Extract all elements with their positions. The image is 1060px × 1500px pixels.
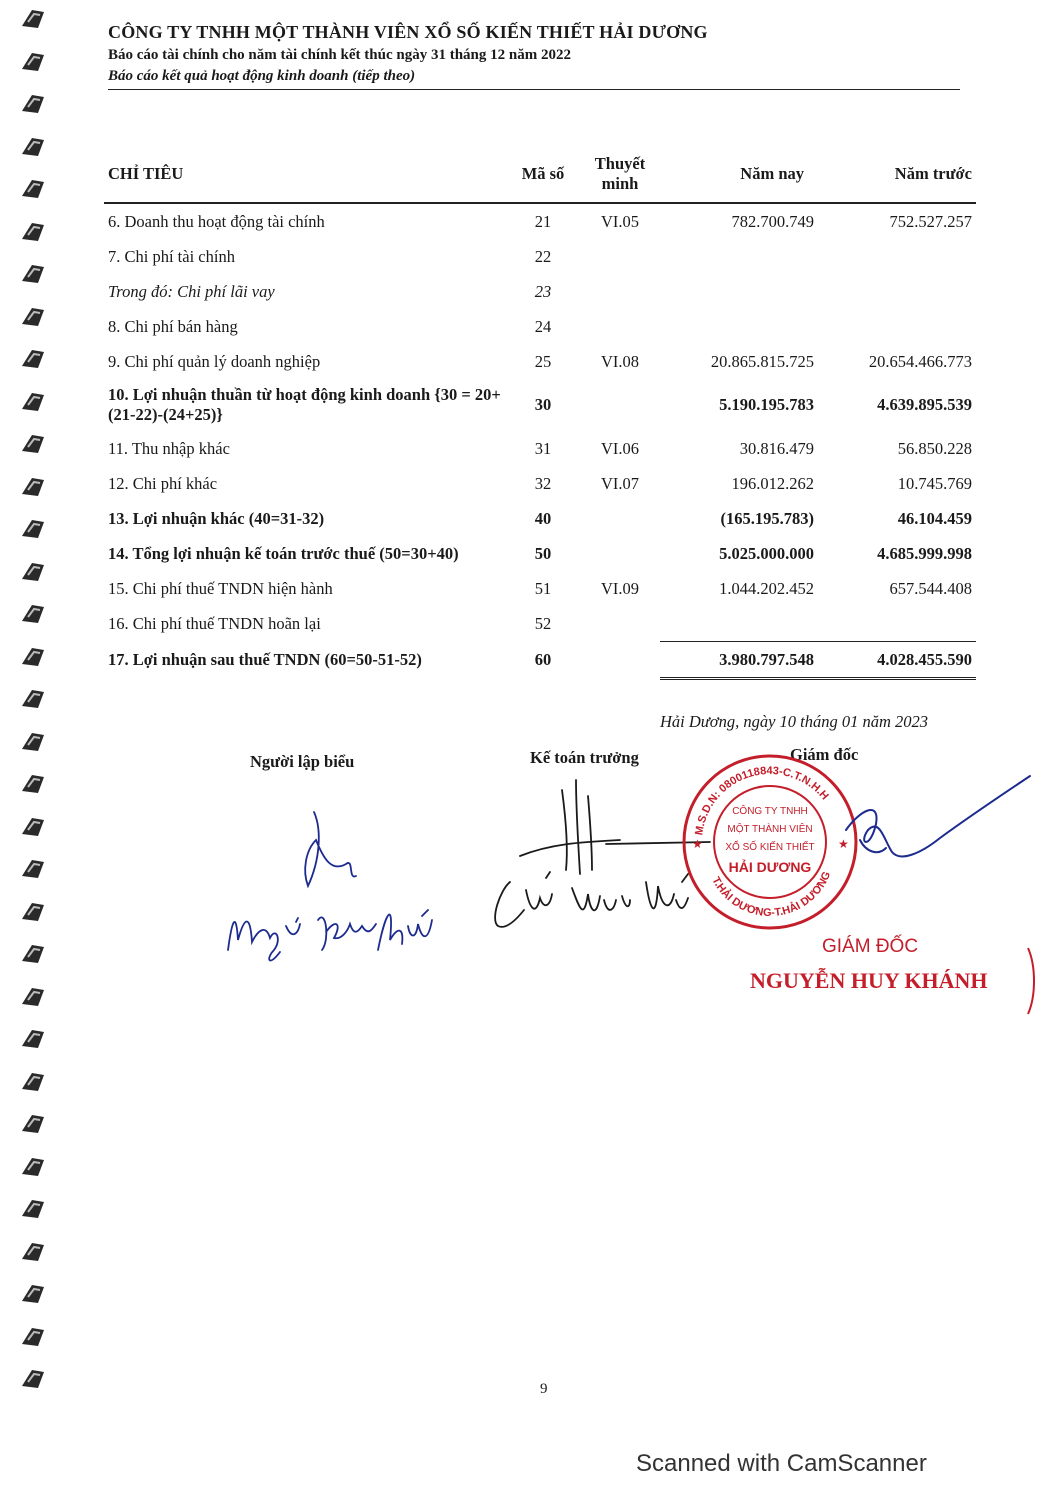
row-current-year: 5.190.195.783 [719,395,814,414]
row-code: 22 [534,246,552,266]
row-label: 15. Chi phí thuế TNDN hiện hành [108,578,333,598]
director-stamp-title: GIÁM ĐỐC [822,936,919,957]
row-prior-year [818,309,976,344]
col-header-note [580,150,660,203]
row-label: 11. Thu nhập khác [108,438,230,458]
row-code: 31 [534,438,552,458]
row-note [580,309,660,344]
col-header-note-text: Thuyết minh [594,154,646,193]
row-prior-year [818,274,976,309]
col-header-prior: Năm trước [818,150,976,203]
binding-coil-icon [20,433,46,455]
row-note: VI.09 [600,578,640,598]
row-current-year [660,606,818,642]
row-note [580,379,660,431]
binding-coil-icon [20,306,46,328]
row-code: 21 [534,211,552,231]
binding-coil-icon [20,646,46,668]
stamp-line-2: MỘT THÀNH VIÊN [727,824,813,835]
table-row [104,344,976,379]
col-header-current: Năm nay [660,150,818,203]
row-label: 12. Chi phí khác [108,473,218,493]
table-row [104,239,976,274]
table-row [104,274,976,309]
binding-coil-icon [20,263,46,285]
row-current-year: 5.025.000.000 [719,543,814,563]
row-current-year: (165.195.783) [720,508,814,528]
row-current-year [660,239,818,274]
row-prior-year [818,606,976,642]
row-prior-year: 752.527.257 [889,211,972,231]
row-current-year: 30.816.479 [739,438,814,458]
binding-coil-icon [20,476,46,498]
stamp-line-4: HẢI DƯƠNG [728,859,812,875]
row-label: 16. Chi phí thuế TNDN hoãn lại [108,613,321,633]
binding-coil-icon [20,1198,46,1220]
row-label: 10. Lợi nhuận thuần từ hoạt động kinh doanh {30 = 20+(21-22)-(24+25)} [108,385,501,424]
row-prior-year [818,239,976,274]
row-current-year: 3.980.797.548 [660,642,818,679]
row-note [580,501,660,536]
row-note [580,606,660,642]
stamp-star-right-icon: ★ [838,837,849,851]
row-label: 14. Tổng lợi nhuận kế toán trước thuế (50=30+40) [108,543,459,563]
company-stamp [680,752,860,932]
binding-coil-icon [20,603,46,625]
row-current-year [660,309,818,344]
table-row [104,571,976,606]
row-prior-year: 20.654.466.773 [868,351,972,371]
stamp-line-1: CÔNG TY TNHH [732,806,808,817]
binding-coil-icon [20,51,46,73]
binding-coil-icon [20,986,46,1008]
stamp-line-3: XỔ SỐ KIẾN THIẾT [725,842,815,853]
binding-coil-icon [20,136,46,158]
stamp-ring-text: M.S.D.N: 0800118843-C.T.N.H.H [693,764,831,837]
col-header-item: CHỈ TIÊU [104,150,506,203]
binding-coil-icon [20,518,46,540]
row-prior-year: 657.544.408 [889,578,972,598]
table-row [104,466,976,501]
director-name: NGUYỄN HUY KHÁNH [750,968,988,993]
stamp-bottom-text: T.HẢI DƯƠNG-T.HẢI DƯƠNG [709,869,834,920]
row-prior-year: 10.745.769 [897,473,972,493]
table-row [104,501,976,536]
accountant-name: Chu Văn Thắng [480,770,487,771]
row-current-year: 1.044.202.452 [719,578,814,598]
document-header [108,22,960,90]
binding-coil-icon [20,1113,46,1135]
row-label: 6. Doanh thu hoạt động tài chính [108,211,325,231]
row-note: VI.05 [600,211,640,231]
binding-coil-icon [20,901,46,923]
report-subtitle: Báo cáo kết quả hoạt động kinh doanh (tiếp theo) [108,68,960,90]
binding-coil-icon [20,1156,46,1178]
row-code: 24 [534,316,552,336]
row-code: 25 [534,351,552,371]
preparer-name: Nguyễn Kim Thanh [222,800,230,801]
row-label: 7. Chi phí tài chính [108,246,235,266]
row-code: 32 [534,473,552,493]
binding-coil-icon [20,1071,46,1093]
row-note [580,536,660,571]
binding-coil-icon [20,561,46,583]
row-note: VI.08 [600,351,640,371]
table-row [104,203,976,239]
binding-coil-icon [20,773,46,795]
table-row [104,309,976,344]
table-row [104,379,976,431]
preparer-title: Người lập biểu [250,752,355,771]
row-code: 60 [534,650,552,669]
row-label: 17. Lợi nhuận sau thuế TNDN (60=50-51-52) [108,650,422,669]
spiral-binding [12,0,52,1420]
binding-coil-icon [20,178,46,200]
row-current-year [660,274,818,309]
stamp-star-left-icon: ★ [692,837,703,851]
row-note: VI.06 [600,438,640,458]
director-title: Giám đốc [790,745,859,764]
row-current-year: 782.700.749 [731,211,814,231]
binding-coil-icon [20,858,46,880]
row-code: 40 [534,508,552,528]
row-note [580,642,660,679]
preparer-signature [222,800,442,970]
row-label: 13. Lợi nhuận khác (40=31-32) [108,508,325,528]
row-label: 9. Chi phí quản lý doanh nghiệp [108,351,321,371]
row-current-year: 20.865.815.725 [710,351,814,371]
director-signature [840,770,1040,880]
binding-coil-icon [20,1368,46,1390]
row-note: VI.07 [600,473,640,493]
row-prior-year: 4.028.455.590 [818,642,976,679]
binding-coil-icon [20,1326,46,1348]
margin-mark [1024,946,1040,1016]
row-code: 23 [534,281,552,301]
binding-coil-icon [20,943,46,965]
report-date: Hải Dương, ngày 10 tháng 01 năm 2023 [660,712,929,731]
table-row [104,431,976,466]
income-statement-table [104,150,976,680]
table-row [104,642,976,679]
company-name: CÔNG TY TNHH MỘT THÀNH VIÊN XỔ SỐ KIẾN THIẾT HẢI DƯƠNG [108,22,708,42]
row-current-year: 196.012.262 [731,473,814,493]
binding-coil-icon [20,688,46,710]
row-label: Trong đó: Chi phí lãi vay [108,281,275,301]
row-code: 52 [534,613,552,633]
row-prior-year: 4.685.999.998 [877,543,972,563]
accountant-title: Kế toán trưởng [530,748,639,767]
binding-coil-icon [20,1283,46,1305]
binding-coil-icon [20,1241,46,1263]
report-title: Báo cáo tài chính cho năm tài chính kết thúc ngày 31 tháng 12 năm 2022 [108,47,571,63]
binding-coil-icon [20,816,46,838]
binding-coil-icon [20,731,46,753]
row-code: 50 [534,543,552,563]
binding-coil-icon [20,221,46,243]
binding-coil-icon [20,1028,46,1050]
row-note [580,274,660,309]
scanner-watermark: Scanned with CamScanner [636,1450,927,1477]
row-prior-year: 56.850.228 [897,438,972,458]
binding-coil-icon [20,348,46,370]
binding-coil-icon [20,391,46,413]
row-label: 8. Chi phí bán hàng [108,316,238,336]
table-row [104,536,976,571]
row-prior-year: 46.104.459 [897,508,972,528]
row-note [580,239,660,274]
page-number: 9 [540,1381,548,1397]
row-code: 30 [534,395,552,414]
row-code: 51 [534,578,552,598]
binding-coil-icon [20,93,46,115]
row-prior-year: 4.639.895.539 [877,395,972,414]
binding-coil-icon [20,8,46,30]
table-row [104,606,976,642]
col-header-code: Mã số [506,150,580,203]
table-header-row [104,150,976,203]
